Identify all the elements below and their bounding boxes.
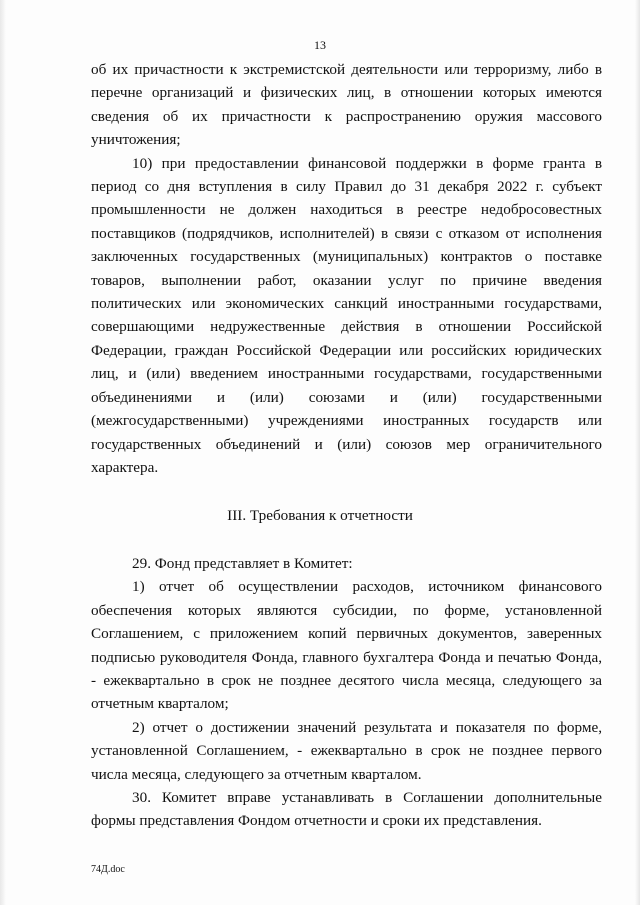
body-text-top — [91, 58, 602, 479]
footer-filename: 74Д.doc — [91, 864, 125, 875]
paragraph-item-10: 10) при предоставлении финансовой поддержки в форме гранта в период со дня вступления в силу Правил до 31 декабря 2022 г. субъект промышленности не должен находиться в реестре недобросовестных поставщиков (подрядчиков, исполнителей) в связи с отказом от исполнения заключенных государственных (муниципальных) контрактов о поставке товаров, выполнении работ, оказании услуг по причине введения политических или экономических санкций иностранными государствами, совершающими недружественные действия в отношении Российской Федерации, граждан Российской Федерации или российских юридических лиц, и (или) введением иностранными государствами, государственными объединениями и (или) союзами и (или) государственными (межгосударственными) учреждениями иностранных государств или государственных объединений и (или) союзов мер ограничительного характера. — [91, 154, 602, 476]
section-heading: III. Требования к отчетности — [227, 507, 413, 524]
paragraph-continuation: об их причастности к экстремистской деятельности или терроризму, либо в перечне организаций и физических лиц, в отношении которых имеются сведения об их причастности к распространению оружия массового уничтожения; — [91, 61, 602, 149]
body-text-bottom — [91, 552, 602, 833]
paragraph-29-2: 2) отчет о достижении значений результата и показателя по форме, установленной Соглашением, - ежеквартально в срок не позднее первого числа месяца, следующего за отчетным кварталом. — [91, 718, 602, 783]
paragraph-30: 30. Комитет вправе устанавливать в Соглашении дополнительные формы представления Фондом отчетности и сроки их представления. — [91, 789, 602, 830]
paragraph-29-1: 1) отчет об осуществлении расходов, источником финансового обеспечения которых являются субсидии, по форме, установленной Соглашением, с приложением копий первичных документов, заверенных подписью руководителя Фонда, главного бухгалтера Фонда и печатью Фонда, - ежеквартально в срок не позднее десятого числа месяца, следующего за отчетным кварталом; — [91, 578, 602, 713]
page-number: 13 — [314, 38, 326, 52]
scan-edge-left — [0, 0, 6, 905]
paragraph-29: 29. Фонд представляет в Комитет: — [132, 555, 353, 572]
scan-edge-right — [635, 0, 640, 905]
